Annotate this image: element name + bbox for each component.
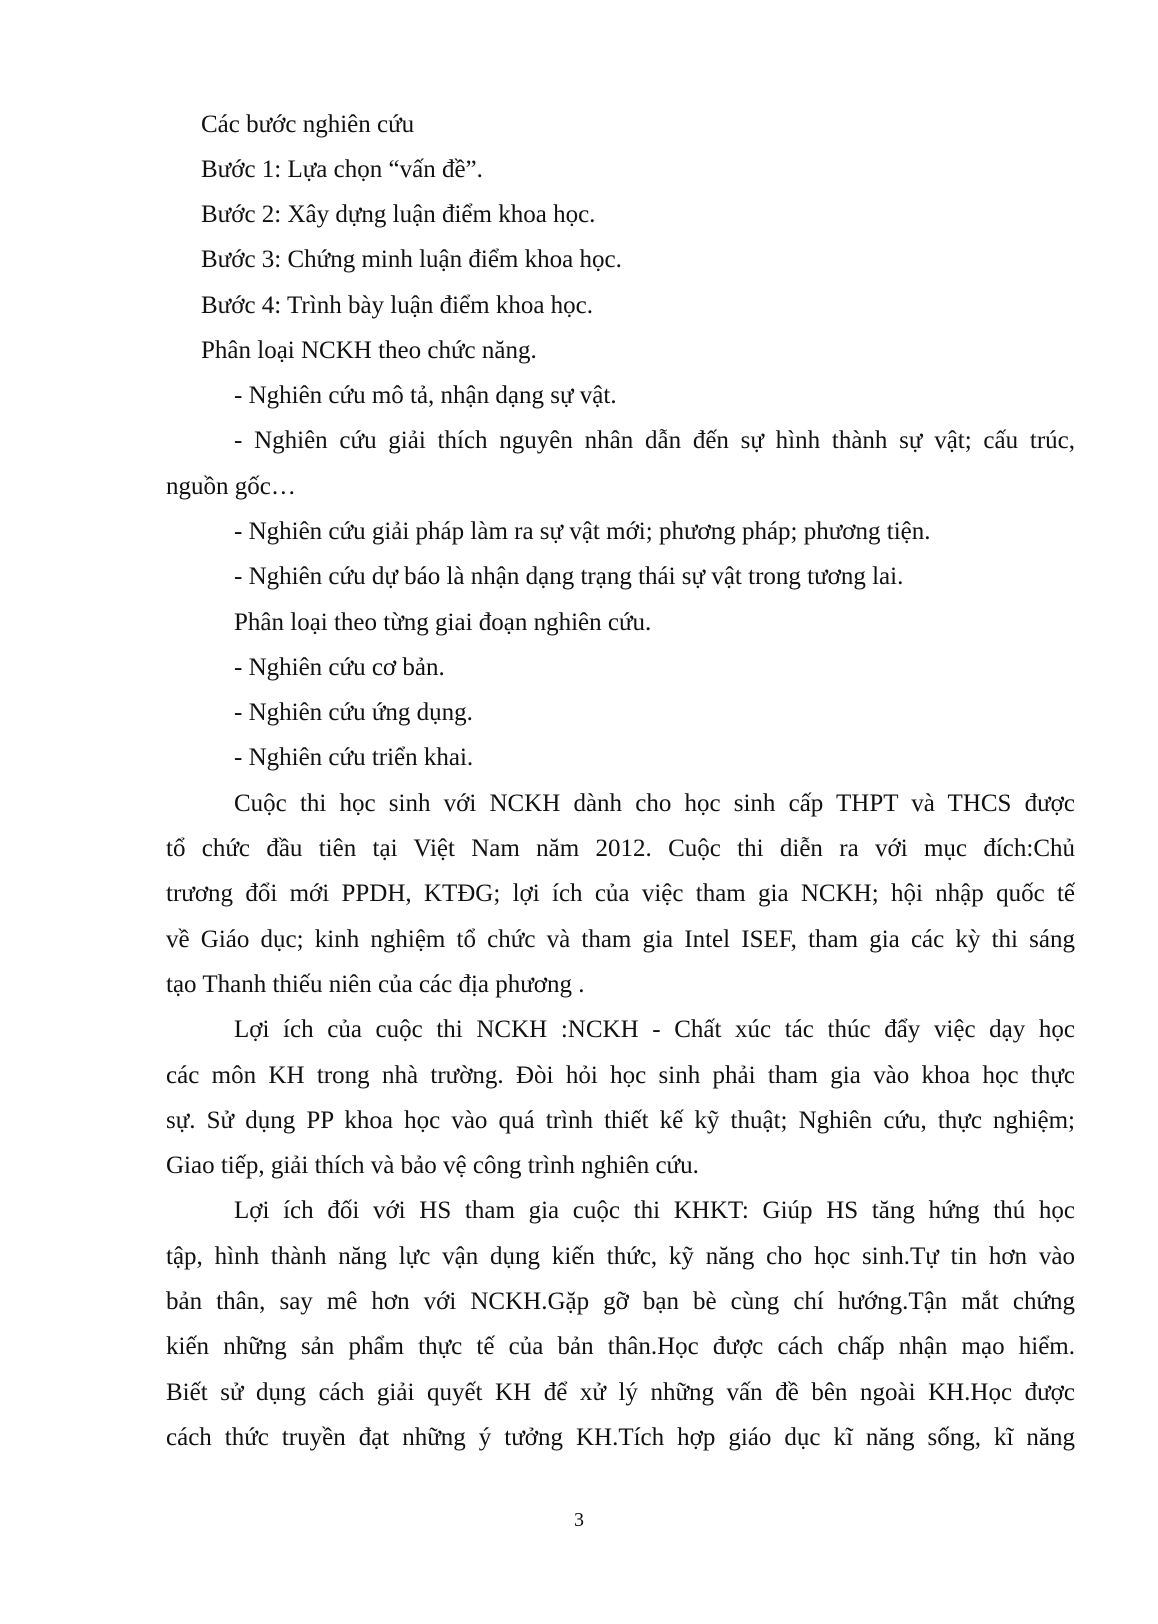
text-line: Giao tiếp, giải thích và bảo vệ công trình nghiên cứu. <box>166 1152 699 1179</box>
text-line: tập, hình thành năng lực vận dụng kiến thức, kỹ năng cho học sinh.Tự tin hơn vào <box>166 1243 1075 1270</box>
text-line: nguồn gốc… <box>166 473 296 500</box>
text-line: Phân loại NCKH theo chức năng. <box>201 337 537 364</box>
text-line: kiến những sản phẩm thực tế của bản thân.Học được cách chấp nhận mạo hiểm. <box>166 1333 1075 1360</box>
text-line: Cuộc thi học sinh với NCKH dành cho học sinh cấp THPT và THCS được <box>234 790 1075 817</box>
text-line: bản thân, say mê hơn với NCKH.Gặp gỡ bạn bè cùng chí hướng.Tận mắt chứng <box>166 1288 1075 1315</box>
text-line: - Nghiên cứu ứng dụng. <box>234 699 473 726</box>
text-line: - Nghiên cứu giải pháp làm ra sự vật mới; phương pháp; phương tiện. <box>234 518 931 545</box>
text-line: - Nghiên cứu dự báo là nhận dạng trạng thái sự vật trong tương lai. <box>234 563 904 590</box>
text-line: trương đổi mới PPDH, KTĐG; lợi ích của việc tham gia NCKH; hội nhập quốc tế <box>166 880 1075 907</box>
page-number: 3 <box>574 1509 584 1531</box>
text-line: sự. Sử dụng PP khoa học vào quá trình thiết kế kỹ thuật; Nghiên cứu, thực nghiệm; <box>166 1107 1075 1134</box>
text-line: Biết sử dụng cách giải quyết KH để xử lý những vấn đề bên ngoài KH.Học được <box>166 1379 1075 1406</box>
text-line: về Giáo dục; kinh nghiệm tổ chức và tham gia Intel ISEF, tham gia các kỳ thi sáng <box>166 926 1075 953</box>
text-line: - Nghiên cứu giải thích nguyên nhân dẫn đến sự hình thành sự vật; cấu trúc, <box>234 427 1075 454</box>
text-line: Bước 4: Trình bày luận điểm khoa học. <box>201 292 594 319</box>
text-line: Lợi ích đối với HS tham gia cuộc thi KHKT: Giúp HS tăng hứng thú học <box>234 1197 1075 1224</box>
text-line: Bước 2: Xây dựng luận điểm khoa học. <box>201 201 596 228</box>
text-line: tổ chức đầu tiên tại Việt Nam năm 2012. Cuộc thi diễn ra với mục đích:Chủ <box>166 835 1075 862</box>
text-line: - Nghiên cứu mô tả, nhận dạng sự vật. <box>234 382 617 409</box>
text-line: Lợi ích của cuộc thi NCKH :NCKH - Chất xúc tác thúc đẩy việc dạy học <box>234 1016 1075 1043</box>
text-line: các môn KH trong nhà trường. Đòi hỏi học sinh phải tham gia vào khoa học thực <box>166 1062 1075 1089</box>
text-line: - Nghiên cứu cơ bản. <box>234 654 445 681</box>
text-line: Bước 3: Chứng minh luận điểm khoa học. <box>201 246 622 273</box>
text-line: Bước 1: Lựa chọn “vấn đề”. <box>201 156 483 183</box>
text-line: - Nghiên cứu triển khai. <box>234 744 474 771</box>
text-line: cách thức truyền đạt những ý tưởng KH.Tích hợp giáo dục kĩ năng sống, kĩ năng <box>166 1424 1075 1451</box>
text-line: Các bước nghiên cứu <box>201 111 415 138</box>
text-line: tạo Thanh thiếu niên của các địa phương . <box>166 971 585 998</box>
text-line: Phân loại theo từng giai đoạn nghiên cứu. <box>234 609 652 636</box>
